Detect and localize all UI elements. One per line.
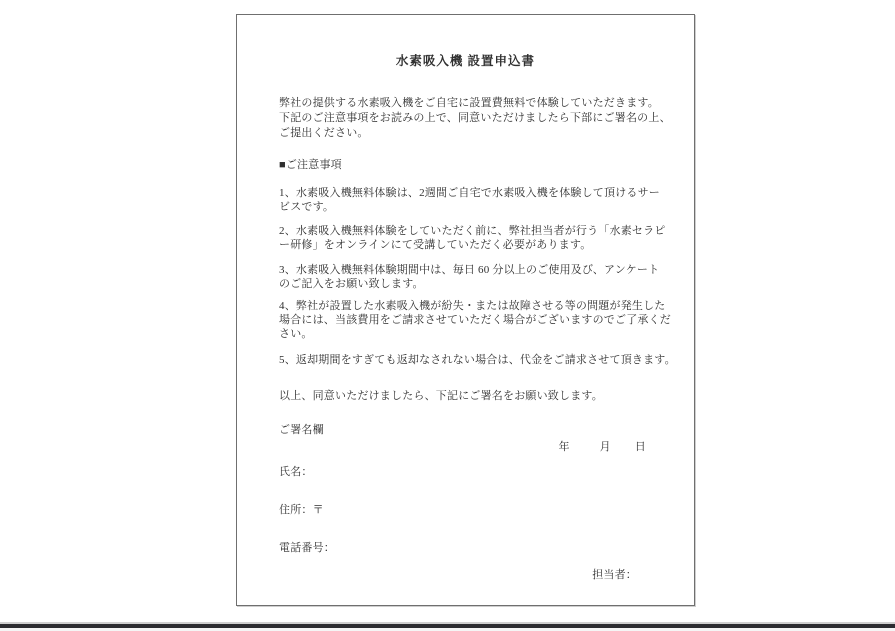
notice-item-line: ー研修」をオンラインにて受講していただく必要があります。: [279, 239, 592, 251]
notice-item-line: さい。: [279, 328, 313, 340]
notice-item-line: 4、弊社が設置した水素吸入機が紛失・または故障させる等の問題が発生した: [279, 300, 666, 312]
notice-item-line: 5、返却期間をすぎても返却なされない場合は、代金をご請求させて頂きます。: [279, 354, 676, 366]
date-month-label: 月: [599, 441, 611, 453]
notice-item-line: 1、水素吸入機無料体験は、2週間ご自宅で水素吸入機を体験して頂けるサー: [279, 187, 660, 199]
window-bottom-edge: [0, 622, 895, 631]
intro-line: 弊社の提供する水素吸入機をご自宅に設置費無料で体験していただきます。: [279, 97, 659, 109]
phone-field-label: 電話番号：: [279, 542, 335, 554]
notice-item-5: [279, 353, 676, 367]
date-year-label: 年: [558, 441, 570, 453]
intro-line: 下記のご注意事項をお読みの上で、同意いただけましたら下部にご署名の上、: [279, 112, 671, 124]
intro-paragraph: [279, 96, 671, 141]
notice-item-4: [279, 299, 671, 341]
address-field-label: 住所：〒: [279, 504, 324, 516]
name-field-label: 氏名：: [279, 466, 313, 478]
closing-statement: 以上、同意いただけましたら、下記にご署名をお願い致します。: [279, 390, 603, 402]
signature-section-label: ご署名欄: [279, 424, 324, 436]
staff-field-label: 担当者：: [592, 569, 637, 581]
notice-item-3: [279, 263, 664, 291]
notice-item-1: [279, 186, 664, 214]
notice-item-line: 場合には、当該費用をご請求させていただく場合がございますのでご了承くだ: [279, 314, 671, 326]
notice-item-2: [279, 224, 664, 252]
notice-item-line: 2、水素吸入機無料体験をしていただく前に、弊社担当者が行う「水素セラピ: [279, 225, 666, 237]
notice-item-line: ビスです。: [279, 201, 335, 213]
form-title: 水素吸入機 設置申込書: [395, 54, 536, 68]
intro-line: ご提出ください。: [279, 127, 369, 139]
document-content: [237, 15, 694, 582]
notice-item-line: のご記入をお願い致します。: [279, 278, 424, 290]
date-line: [279, 441, 664, 454]
notice-item-line: 3、水素吸入機無料体験期間中は、毎日 60 分以上のご使用及び、アンケート: [279, 264, 660, 276]
notice-section-header: ■ご注意事項: [279, 159, 342, 171]
document-page: [236, 14, 695, 606]
date-day-label: 日: [634, 441, 646, 453]
